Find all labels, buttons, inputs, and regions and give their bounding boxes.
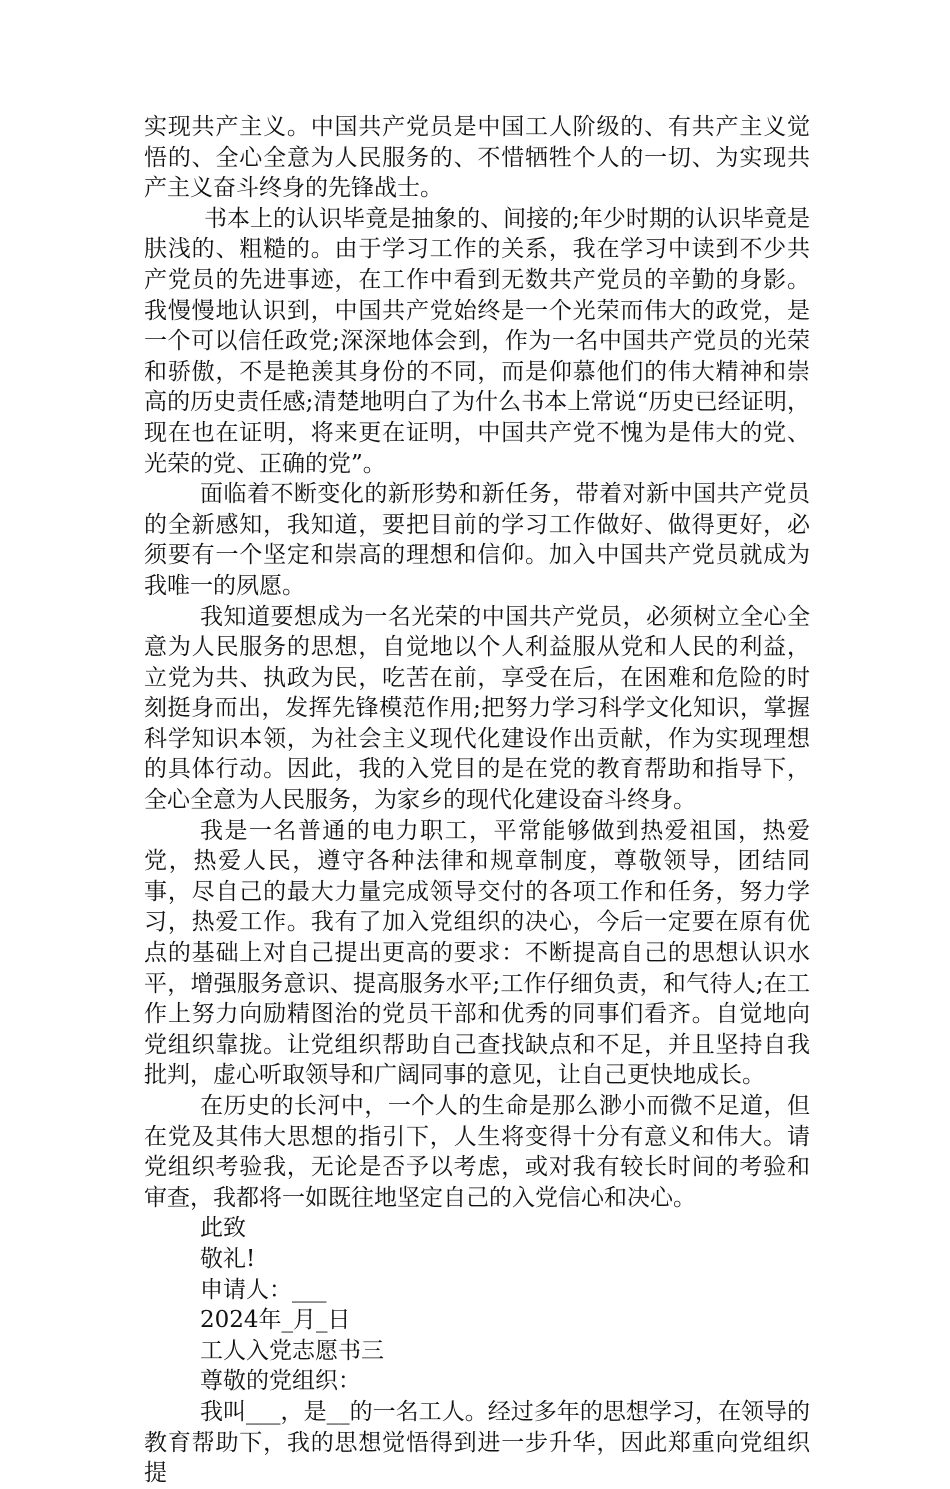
paragraph: 我是一名普通的电力职工，平常能够做到热爱祖国，热爱党，热爱人民，遵守各种法律和规章制度，尊敬领导，团结同事，尽自己的最大力量完成领导交付的各项工作和任务，努力学习，热爱工作。我有了加入党组织的决心，今后一定要在原有优点的基础上对自己提出更高的要求：不断提高自己的思想认识水平，增强服务意识、提高服务水平;工作仔细负责，和气待人;在工作上努力向励精图治的党员干部和优秀的同事们看齐。自觉地向党组织靠拢。让党组织帮助自己查找缺点和不足，并且坚持自我批判，虚心听取领导和广阔同事的意见，让自己更快地成长。 (144, 817, 810, 1089)
paragraph: 书本上的认识毕竟是抽象的、间接的;年少时期的认识毕竟是肤浅的、粗糙的。由于学习工作的关系，我在学习中读到不少共产党员的先进事迹，在工作中看到无数共产党员的辛勤的身影。我慢慢地认识到，中国共产党始终是一个光荣而伟大的政党，是一个可以信任政党;深深地体会到，作为一名中国共产党员的光荣和骄傲，不是艳羡其身份的不同，而是仰慕他们的伟大精神和崇高的历史责任感;清楚地明白了为什么书本上常说“历史已经证明，现在也在证明，将来更在证明，中国共产党不愧为是伟大的党、光荣的党、正确的党”。 (144, 205, 810, 477)
section-title: 工人入党志愿书三 (200, 1337, 384, 1364)
paragraph: 我知道要想成为一名光荣的中国共产党员，必须树立全心全意为人民服务的思想，自觉地以个人利益服从党和人民的利益，立党为共、执政为民，吃苦在前，享受在后，在困难和危险的时刻挺身而出，发挥先锋模范作用;把努力学习科学文化知识，掌握科学知识本领，为社会主义现代化建设作出贡献，作为实现理想的具体行动。因此，我的入党目的是在党的教育帮助和指导下，全心全意为人民服务，为家乡的现代化建设奋斗终身。 (144, 603, 810, 814)
document-body (144, 112, 810, 1489)
greeting-line: 尊敬的党组织： (200, 1368, 361, 1395)
paragraph: 面临着不断变化的新形势和新任务，带着对新中国共产党员的全新感知，我知道，要把目前的学习工作做好、做得更好，必须要有一个坚定和崇高的理想和信仰。加入中国共产党员就成为我唯一的夙愿。 (144, 481, 810, 599)
applicant-line: 申请人：___ (200, 1276, 327, 1303)
paragraph: 我叫___，是__的一名工人。经过多年的思想学习，在领导的教育帮助下，我的思想觉悟得到进一步升华，因此郑重向党组织提 (144, 1398, 810, 1487)
paragraph: 在历史的长河中，一个人的生命是那么渺小而微不足道，但在党及其伟大思想的指引下，人生将变得十分有意义和伟大。请党组织考验我，无论是否予以考虑，或对我有较长时间的考验和审查，我都将一如既往地坚定自己的入党信心和决心。 (144, 1093, 810, 1211)
date-line: 2024年_月_日 (200, 1307, 351, 1334)
salute-line: 敬礼! (200, 1245, 256, 1272)
paragraph-continuation: 实现共产主义。中国共产党员是中国工人阶级的、有共产主义觉悟的、全心全意为人民服务的、不惜牺牲个人的一切、为实现共产主义奋斗终身的先锋战士。 (144, 114, 810, 202)
closing-line: 此致 (200, 1215, 246, 1242)
